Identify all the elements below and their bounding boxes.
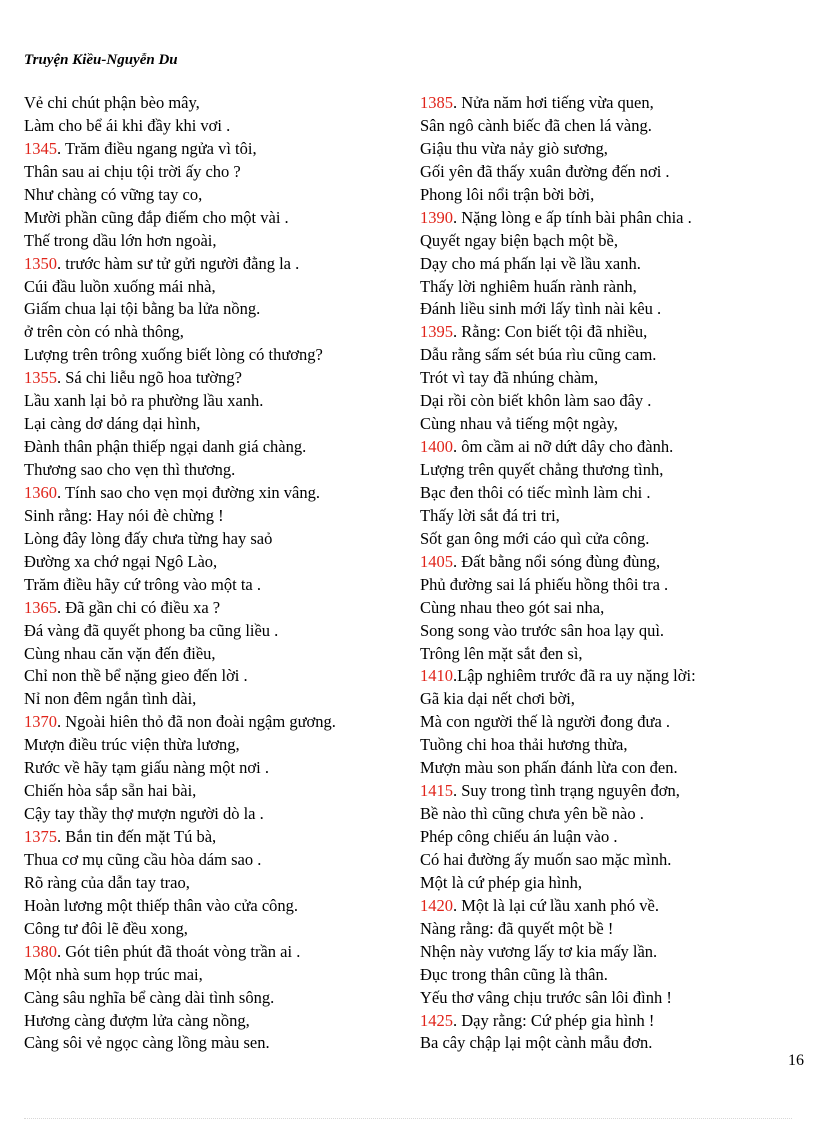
- verse-line: [24, 413, 404, 436]
- verse-text: Bạc đen thôi có tiếc mình làm chi .: [420, 482, 651, 502]
- verse-line: [420, 321, 800, 344]
- verse-text: Lòng đây lòng đấy chưa từng hay saỏ: [24, 528, 273, 548]
- verse-text: Thương sao cho vẹn thì thương.: [24, 460, 236, 479]
- verse-text: Sân ngô cành biếc đã chen lá vàng.: [420, 115, 652, 135]
- verse-line: [24, 115, 404, 138]
- verse-text: . Tính sao cho vẹn mọi đường xin vâng.: [57, 482, 321, 502]
- verse-text: Thấy lời sắt đá tri tri,: [420, 505, 560, 525]
- verse-number: 1410: [420, 666, 453, 686]
- verse-line: [24, 207, 404, 230]
- verse-text: Quyết ngay biện bạch một bề,: [420, 230, 618, 250]
- verse-line: [24, 184, 404, 207]
- verse-line: [420, 895, 800, 918]
- verse-text: Bề nào thì cũng chưa yên bề nào .: [420, 804, 644, 824]
- verse-line: [420, 115, 800, 138]
- verse-line: [420, 803, 800, 826]
- verse-line: [420, 413, 800, 436]
- verse-text: Trông lên mặt sắt đen sì,: [420, 643, 583, 663]
- verse-line: [24, 849, 404, 872]
- document-header: Truyện Kiều-Nguyễn Du: [24, 52, 178, 68]
- verse-number: 1350: [24, 253, 57, 273]
- verse-line: [420, 184, 800, 207]
- verse-text: Chiến hòa sắp sẵn hai bài,: [24, 781, 197, 801]
- page-number: 16: [788, 1052, 804, 1069]
- verse-text: Vẻ chi chút phận bèo mây,: [24, 93, 200, 112]
- verse-number: 1345: [24, 138, 57, 158]
- verse-line: [420, 298, 800, 321]
- verse-text: Trăm điều hãy cứ trông vào một ta .: [24, 574, 262, 594]
- verse-text: . Nặng lòng e ấp tính bài phân chia .: [453, 207, 692, 227]
- verse-line: [420, 1032, 800, 1055]
- verse-text: Cùng nhau theo gót sai nha,: [420, 597, 605, 617]
- verse-number: 1420: [420, 895, 453, 915]
- verse-text: Hoàn lương một thiếp thân vào cửa công.: [24, 895, 299, 915]
- verse-line: [420, 505, 800, 528]
- verse-text: . Dạy rằng: Cứ phép gia hình !: [453, 1010, 655, 1030]
- verse-text: Thua cơ mụ cũng cầu hòa dám sao .: [24, 849, 262, 869]
- verse-line: [24, 1010, 404, 1033]
- verse-line: [24, 436, 404, 459]
- verse-line: [420, 528, 800, 551]
- verse-line: [24, 482, 404, 505]
- verse-text: . Nửa năm hơi tiếng vừa quen,: [453, 93, 654, 112]
- verse-line: [420, 436, 800, 459]
- verse-text: Mượn điều trúc viện thừa lương,: [24, 735, 240, 755]
- verse-text: Rước về hãy tạm giấu nàng một nơi .: [24, 758, 269, 778]
- verse-text: Lượng trên quyết chẳng thương tình,: [420, 460, 664, 479]
- verse-line: [420, 734, 800, 757]
- verse-line: [24, 551, 404, 574]
- verse-line: [24, 895, 404, 918]
- verse-line: [420, 964, 800, 987]
- verse-text: . Trăm điều ngang ngửa vì tôi,: [57, 138, 257, 158]
- verse-text: Cậy tay thầy thợ mượn người dò la .: [24, 804, 264, 824]
- verse-line: [420, 276, 800, 299]
- verse-line: [420, 872, 800, 895]
- verse-text: Sốt gan ông mới cáo quì cửa công.: [420, 528, 650, 548]
- verse-text: . ôm cầm ai nỡ dứt dây cho đành.: [453, 437, 674, 457]
- verse-line: [420, 711, 800, 734]
- verse-text: Chỉ non thề bể nặng gieo đến lời .: [24, 666, 248, 686]
- verse-text: Nỉ non đêm ngắn tình dài,: [24, 689, 197, 709]
- verse-number: 1360: [24, 482, 57, 502]
- verse-text: . Ngoài hiên thỏ đã non đoài ngậm gương.: [57, 712, 336, 732]
- verse-text: Phong lôi nổi trận bời bời,: [420, 184, 595, 204]
- verse-line: [24, 918, 404, 941]
- verse-line: [420, 665, 800, 688]
- verse-text: . Đã gần chi có điều xa ?: [57, 597, 221, 617]
- verse-line: [24, 780, 404, 803]
- verse-text: Đường xa chớ ngại Ngô Lào,: [24, 551, 218, 571]
- verse-text: . Rằng: Con biết tội đã nhiều,: [453, 322, 648, 342]
- verse-text: Tuồng chi hoa thải hương thừa,: [420, 735, 628, 755]
- verse-line: [24, 344, 404, 367]
- verse-line: [24, 964, 404, 987]
- verse-line: [420, 551, 800, 574]
- verse-text: Giấm chua lại tội bằng ba lửa nồng.: [24, 299, 261, 319]
- verse-text: Thế trong dầu lớn hơn ngoài,: [24, 230, 217, 250]
- verse-line: [24, 757, 404, 780]
- verse-number: 1385: [420, 93, 453, 112]
- verse-text: Đục trong thân cũng là thân.: [420, 964, 608, 984]
- verse-text: Yếu thơ vâng chịu trước sân lôi đình !: [420, 987, 672, 1007]
- verse-line: [420, 253, 800, 276]
- verse-number: 1370: [24, 712, 57, 732]
- verse-line: [420, 230, 800, 253]
- verse-number: 1390: [420, 207, 453, 227]
- verse-text: Một nhà sum họp trúc mai,: [24, 964, 203, 984]
- verse-text: Nhện này vương lấy tơ kia mấy lần.: [420, 941, 658, 961]
- verse-line: [24, 367, 404, 390]
- verse-text: .Lập nghiêm trước đã ra uy nặng lời:: [453, 666, 696, 686]
- verse-line: [24, 803, 404, 826]
- verse-text: Song song vào trước sân hoa lạy quì.: [420, 620, 665, 640]
- verse-text: Đành thân phận thiếp ngại danh giá chàng.: [24, 437, 307, 457]
- verse-line: [420, 597, 800, 620]
- verse-text: Làm cho bể ái khi đầy khi vơi .: [24, 115, 231, 135]
- verse-line: [420, 620, 800, 643]
- verse-line: [24, 528, 404, 551]
- verse-number: 1400: [420, 437, 453, 457]
- verse-text: Càng sâu nghĩa bể càng dài tình sông.: [24, 987, 275, 1007]
- verse-text: Gã kia dại nết chơi bời,: [420, 689, 575, 709]
- verse-text: Trót vì tay đã nhúng chàm,: [420, 368, 599, 388]
- verse-number: 1365: [24, 597, 57, 617]
- verse-line: [24, 941, 404, 964]
- verse-text: . trước hàm sư tử gửi người đằng la .: [57, 253, 300, 273]
- verse-line: [24, 161, 404, 184]
- verse-line: [420, 918, 800, 941]
- verse-line: [420, 459, 800, 482]
- verse-line: [420, 207, 800, 230]
- verse-text: Công tư đôi lẽ đều xong,: [24, 918, 188, 938]
- verse-text: Thấy lời nghiêm huấn rành rành,: [420, 276, 637, 296]
- verse-line: [24, 734, 404, 757]
- verse-line: [24, 298, 404, 321]
- verse-line: [420, 826, 800, 849]
- verse-text: . Đất bằng nổi sóng đùng đùng,: [453, 551, 661, 571]
- verse-line: [24, 276, 404, 299]
- verse-text: Nàng rằng: đã quyết một bề !: [420, 918, 614, 938]
- verse-text: Giậu thu vừa nảy giò sương,: [420, 138, 608, 158]
- verse-text: Như chàng có vững tay co,: [24, 184, 203, 204]
- verse-line: [24, 987, 404, 1010]
- verse-line: [24, 321, 404, 344]
- verse-text: Dạy cho má phấn lại về lầu xanh.: [420, 253, 641, 273]
- verse-line: [420, 688, 800, 711]
- verse-number: 1415: [420, 781, 453, 801]
- verse-text: ở trên còn có nhà thông,: [24, 322, 184, 342]
- verse-number: 1380: [24, 941, 57, 961]
- verse-line: [420, 390, 800, 413]
- verse-line: [24, 390, 404, 413]
- verse-line: [420, 482, 800, 505]
- verse-line: [420, 987, 800, 1010]
- verse-text: Đá vàng đã quyết phong ba cũng liều .: [24, 620, 279, 640]
- verse-number: 1375: [24, 827, 57, 846]
- verse-line: [24, 620, 404, 643]
- verse-line: [24, 643, 404, 666]
- verse-text: Dại rồi còn biết khôn làm sao đây .: [420, 391, 652, 411]
- verse-text: Mười phần cũng đắp điếm cho một vài .: [24, 207, 289, 227]
- verse-text: Cùng nhau căn vặn đến điều,: [24, 643, 216, 663]
- verse-line: [24, 138, 404, 161]
- verse-line: [420, 367, 800, 390]
- verse-line: [420, 574, 800, 597]
- verse-line: [420, 849, 800, 872]
- verse-text: . Bắn tin đến mặt Tú bà,: [57, 827, 217, 846]
- verse-line: [420, 780, 800, 803]
- verse-line: [420, 1010, 800, 1033]
- verse-line: [420, 643, 800, 666]
- poem-column-right: [420, 92, 800, 1055]
- verse-line: [420, 757, 800, 780]
- verse-text: Lượng trên trông xuống biết lòng có thương?: [24, 345, 323, 365]
- verse-text: Hương càng đượm lửa càng nồng,: [24, 1010, 250, 1030]
- verse-line: [24, 92, 404, 115]
- verse-line: [420, 92, 800, 115]
- verse-text: Mà con người thế là người đong đưa .: [420, 712, 671, 732]
- verse-text: Rõ ràng của dẫn tay trao,: [24, 872, 190, 892]
- verse-line: [420, 138, 800, 161]
- verse-line: [24, 1032, 404, 1055]
- verse-line: [24, 574, 404, 597]
- verse-text: Sinh rằng: Hay nói đè chừng !: [24, 505, 224, 525]
- verse-line: [24, 711, 404, 734]
- verse-text: . Sá chi liễu ngõ hoa tường?: [57, 368, 242, 388]
- verse-line: [420, 941, 800, 964]
- verse-line: [24, 230, 404, 253]
- verse-number: 1405: [420, 551, 453, 571]
- verse-text: Một là cứ phép gia hình,: [420, 872, 582, 892]
- verse-text: Mượn màu son phấn đánh lừa con đen.: [420, 758, 678, 778]
- verse-line: [24, 688, 404, 711]
- verse-text: Gối yên đã thấy xuân đường đến nơi .: [420, 161, 670, 181]
- verse-text: Phủ đường sai lá phiếu hồng thôi tra .: [420, 574, 669, 594]
- verse-line: [24, 872, 404, 895]
- verse-line: [420, 161, 800, 184]
- verse-line: [24, 505, 404, 528]
- verse-text: . Một là lại cứ lầu xanh phó về.: [453, 895, 659, 915]
- verse-line: [24, 665, 404, 688]
- verse-text: Thân sau ai chịu tội trời ấy cho ?: [24, 161, 241, 181]
- verse-text: Càng sôi vẻ ngọc càng lồng màu sen.: [24, 1033, 270, 1053]
- poem-column-left: [24, 92, 404, 1055]
- verse-line: [24, 459, 404, 482]
- footer-divider: [24, 1118, 792, 1119]
- verse-text: Dẫu rằng sấm sét búa rìu cũng cam.: [420, 345, 657, 365]
- verse-line: [24, 253, 404, 276]
- verse-text: Ba cây chập lại một cành mẫu đơn.: [420, 1033, 653, 1053]
- verse-number: 1355: [24, 368, 57, 388]
- verse-text: Lại càng dơ dáng dại hình,: [24, 414, 201, 434]
- verse-text: Phép công chiếu án luận vào .: [420, 827, 618, 846]
- verse-text: . Gót tiên phút đã thoát vòng trần ai .: [57, 941, 301, 961]
- verse-text: Cùng nhau vả tiếng một ngày,: [420, 414, 618, 434]
- verse-text: Đánh liều sinh mới lấy tình nài kêu .: [420, 299, 662, 319]
- verse-line: [24, 826, 404, 849]
- verse-text: Cúi đầu luồn xuống mái nhà,: [24, 276, 216, 296]
- verse-text: Có hai đường ấy muốn sao mặc mình.: [420, 849, 672, 869]
- verse-text: . Suy trong tình trạng nguyên đơn,: [453, 781, 680, 801]
- verse-line: [420, 344, 800, 367]
- verse-number: 1425: [420, 1010, 453, 1030]
- verse-line: [24, 597, 404, 620]
- verse-number: 1395: [420, 322, 453, 342]
- verse-text: Lầu xanh lại bỏ ra phường lầu xanh.: [24, 391, 264, 411]
